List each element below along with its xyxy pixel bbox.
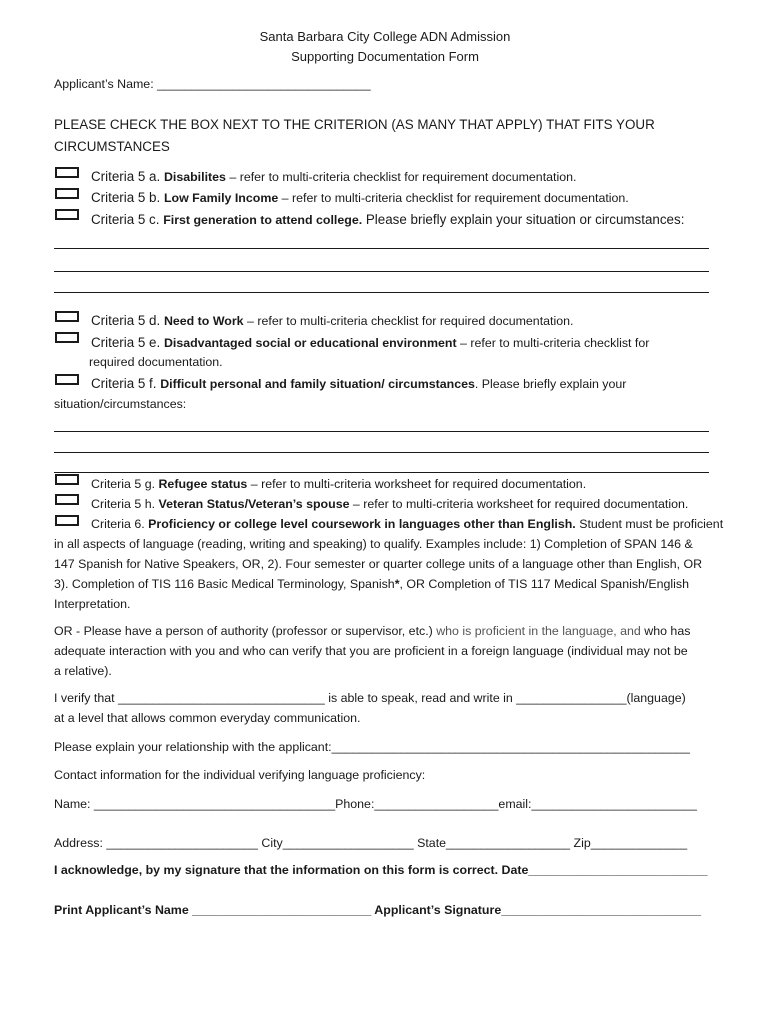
criteria-5f-text: [91, 376, 626, 392]
authority-paragraph-line: adequate interaction with you and who can verify that you are proficient in a foreign language (individual may not be: [54, 644, 688, 658]
verify-statement-cont: at a level that allows common everyday communication.: [54, 711, 361, 725]
criteria-5e-text: [91, 335, 649, 351]
criteria-5b-text: [91, 190, 629, 206]
criteria-5e-desc-cont: required documentation.: [89, 355, 223, 369]
signature-field[interactable]: Print Applicant’s Name __________________________ Applicant’s Signature_____________________________: [54, 903, 702, 917]
criteria-5a-text: [91, 169, 576, 185]
answer-line[interactable]: [54, 248, 709, 249]
form-title-institution: Santa Barbara City College ADN Admission: [259, 29, 511, 44]
criteria-5d-checkbox[interactable]: [55, 311, 79, 322]
criteria-5c-checkbox[interactable]: [55, 209, 79, 220]
criteria-5h-title: Veteran Status/Veteran’s spouse: [158, 497, 350, 511]
criteria-5h-desc: – refer to multi-criteria worksheet for required documentation.: [349, 497, 689, 511]
criteria-6-text: [91, 517, 723, 532]
criteria-5a-title: Disabilites: [163, 170, 226, 184]
criteria-5c-title: First generation to attend college.: [163, 213, 363, 227]
criteria-5e-desc: – refer to multi-criteria checklist for: [456, 336, 650, 350]
criteria-5f-desc-cont: situation/circumstances:: [54, 397, 187, 411]
criteria-5f-label: Criteria 5 f.: [91, 376, 161, 391]
answer-line[interactable]: [54, 452, 709, 453]
criteria-5d-text: [91, 313, 573, 329]
relationship-field[interactable]: Please explain your relationship with the applicant:____________________________________________________: [54, 740, 690, 754]
criteria-6-checkbox[interactable]: [55, 515, 79, 526]
authority-text-gray: who is proficient in the language, and: [436, 624, 641, 638]
criteria-5f-checkbox[interactable]: [55, 374, 79, 385]
form-title: Supporting Documentation Form: [291, 49, 479, 64]
criteria-5f-title: Difficult personal and family situation/ circumstances: [160, 377, 475, 391]
verify-statement[interactable]: I verify that ______________________________ is able to speak, read and write in ________________(language): [54, 691, 686, 705]
criteria-6-desc-line: in all aspects of language (reading, writing and speaking) to qualify. Examples include: 1) Completion of SPAN 146 &: [54, 537, 693, 551]
criteria-5b-desc: – refer to multi-criteria checklist for requirement documentation.: [278, 191, 629, 205]
answer-line[interactable]: [54, 292, 709, 293]
criteria-5d-desc: – refer to multi-criteria checklist for required documentation.: [243, 314, 574, 328]
criteria-5h-checkbox[interactable]: [55, 494, 79, 505]
answer-line[interactable]: [54, 472, 709, 473]
criteria-5b-title: Low Family Income: [163, 191, 279, 205]
criteria-5g-title: Refugee status: [158, 477, 248, 491]
contact-info-label: Contact information for the individual verifying language proficiency:: [54, 768, 426, 782]
criteria-6-desc-line: 147 Spanish for Native Speakers, OR, 2). Four semester or quarter college units of a language other than English, OR: [54, 557, 703, 571]
criteria-5a-checkbox[interactable]: [55, 167, 79, 178]
answer-line[interactable]: [54, 271, 709, 272]
criteria-5e-label: Criteria 5 e.: [91, 335, 164, 350]
instruction-heading-cont: CIRCUMSTANCES: [54, 139, 170, 154]
criteria-5e-title: Disadvantaged social or educational environment: [163, 336, 457, 350]
criteria-5d-label: Criteria 5 d.: [91, 313, 164, 328]
criteria-5b-checkbox[interactable]: [55, 188, 79, 199]
contact-name-phone-email-field[interactable]: Name: ___________________________________Phone:__________________email:________________________: [54, 797, 697, 811]
answer-line[interactable]: [54, 431, 709, 432]
criteria-5b-label: Criteria 5 b.: [91, 190, 164, 205]
criteria-5g-label: Criteria 5 g.: [91, 477, 159, 491]
criteria-6-asterisk: *: [394, 577, 400, 591]
criteria-6-desc-line: [54, 577, 689, 592]
criteria-6-title: Proficiency or college level coursework in languages other than English.: [148, 517, 576, 531]
criteria-5f-desc: . Please briefly explain your: [474, 377, 627, 391]
criteria-5c-desc: Please briefly explain your situation or circumstances:: [362, 212, 685, 227]
criteria-5c-text: [91, 212, 684, 228]
authority-text: who has: [640, 624, 691, 638]
criteria-5d-title: Need to Work: [163, 314, 244, 328]
applicant-name-field[interactable]: Applicant’s Name: _______________________________: [54, 77, 371, 91]
criteria-5h-text: [91, 497, 688, 512]
criteria-6-desc-part: , OR Completion of TIS 117 Medical Spanish/English: [399, 577, 690, 591]
authority-paragraph-line: a relative).: [54, 664, 112, 678]
acknowledgement-date-field[interactable]: I acknowledge, by my signature that the information on this form is correct. Date__________________________: [54, 863, 708, 877]
criteria-5a-label: Criteria 5 a.: [91, 169, 164, 184]
authority-text: OR - Please have a person of authority (professor or supervisor, etc.): [54, 624, 437, 638]
criteria-5h-label: Criteria 5 h.: [91, 497, 159, 511]
address-field[interactable]: Address: ______________________ City___________________ State__________________ Zip______________: [54, 836, 688, 850]
criteria-6-label: Criteria 6.: [91, 517, 149, 531]
criteria-6-desc-line: Interpretation.: [54, 597, 131, 611]
authority-paragraph: [54, 624, 690, 639]
criteria-5a-desc: – refer to multi-criteria checklist for requirement documentation.: [225, 170, 577, 184]
criteria-6-desc-part: 3). Completion of TIS 116 Basic Medical Terminology, Spanish: [54, 577, 395, 591]
criteria-6-desc: Student must be proficient: [575, 517, 724, 531]
criteria-5e-checkbox[interactable]: [55, 332, 79, 343]
criteria-5g-checkbox[interactable]: [55, 474, 79, 485]
criteria-5g-desc: – refer to multi-criteria worksheet for required documentation.: [247, 477, 587, 491]
instruction-heading: PLEASE CHECK THE BOX NEXT TO THE CRITERION (AS MANY THAT APPLY) THAT FITS YOUR: [54, 117, 655, 132]
criteria-5g-text: [91, 477, 586, 492]
criteria-5c-label: Criteria 5 c.: [91, 212, 164, 227]
